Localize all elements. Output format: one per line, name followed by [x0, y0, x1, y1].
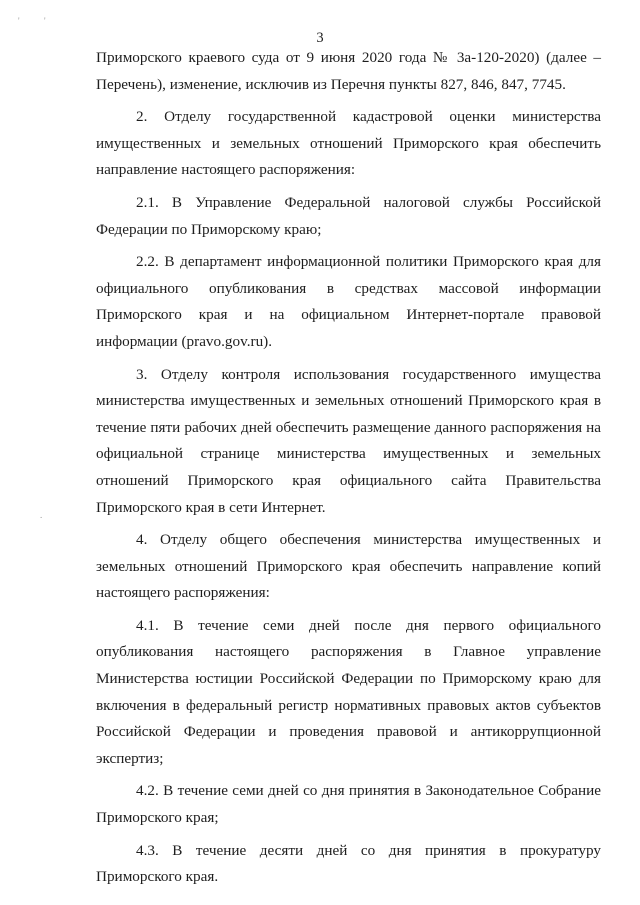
text-line: земельных отношений Приморского края обеспечить направление копий	[96, 557, 601, 575]
paragraph	[96, 527, 601, 607]
text-line: 4.3. В течение десяти дней со дня принятия в прокуратуру	[136, 841, 601, 859]
text-line: экспертиз;	[96, 749, 164, 767]
text-line: официальной странице министерства имущественных и земельных	[96, 445, 601, 463]
text-line: Федерации по Приморскому краю;	[96, 220, 322, 238]
text-line: имущественных и земельных отношений Приморского края обеспечить	[96, 134, 601, 152]
scan-speck: '	[18, 16, 20, 26]
scan-speck: .	[40, 510, 43, 520]
text-line: Перечень), изменение, исключив из Перечня пункты 827, 846, 847, 7745.	[96, 75, 566, 93]
text-line: 2.1. В Управление Федеральной налоговой службы Российской	[136, 193, 601, 211]
text-line: включения в федеральный регистр нормативных правовых актов субъектов	[96, 696, 601, 714]
paragraph	[96, 190, 601, 243]
text-line: Приморского края в сети Интернет.	[96, 498, 326, 516]
paragraph	[96, 104, 601, 184]
text-line: отношений Приморского края официального сайта Правительства	[96, 471, 601, 489]
text-line: 4. Отделу общего обеспечения министерства имущественных и	[136, 531, 601, 549]
paragraph	[96, 778, 601, 831]
text-line: официального опубликования в средствах массовой информации	[96, 279, 601, 297]
text-line: опубликования настоящего распоряжения в Главное управление	[96, 643, 601, 661]
text-line: 2. Отделу государственной кадастровой оценки министерства	[136, 108, 601, 126]
text-line: 4.2. В течение семи дней со дня принятия в Законодательное Собрание	[136, 782, 601, 800]
text-line: 3. Отделу контроля использования государственного имущества	[136, 365, 601, 383]
text-line: Приморского краевого суда от 9 июня 2020 года № 3а-120-2020) (далее –	[96, 49, 601, 66]
text-line: информации (pravo.gov.ru).	[96, 332, 273, 350]
paragraph	[96, 362, 601, 522]
text-line: Приморского края;	[96, 809, 219, 827]
paragraph	[96, 613, 601, 773]
text-line: течение пяти рабочих дней обеспечить размещение данного распоряжения на	[96, 418, 601, 436]
text-line: 4.1. В течение семи дней после дня первого официального	[136, 616, 601, 634]
text-line: направление настоящего распоряжения:	[96, 161, 356, 179]
paragraph	[96, 838, 601, 891]
paragraph	[96, 45, 601, 98]
text-line: Приморского края.	[96, 868, 219, 886]
scan-speck: '	[44, 16, 46, 26]
paragraph	[96, 249, 601, 355]
text-line: настоящего распоряжения:	[96, 584, 270, 602]
text-line: Российской Федерации и проведения правовой и антикоррупционной	[96, 723, 601, 741]
text-line: министерства имущественных и земельных отношений Приморского края в	[96, 392, 601, 410]
text-line: 2.2. В департамент информационной политики Приморского края для	[136, 253, 601, 271]
page-number: 3	[316, 30, 324, 46]
document-body	[96, 45, 601, 891]
text-line: Министерства юстиции Российской Федерации по Приморскому краю для	[96, 670, 601, 688]
text-line: Приморского края и на официальном Интернет-портале правовой	[96, 306, 601, 324]
